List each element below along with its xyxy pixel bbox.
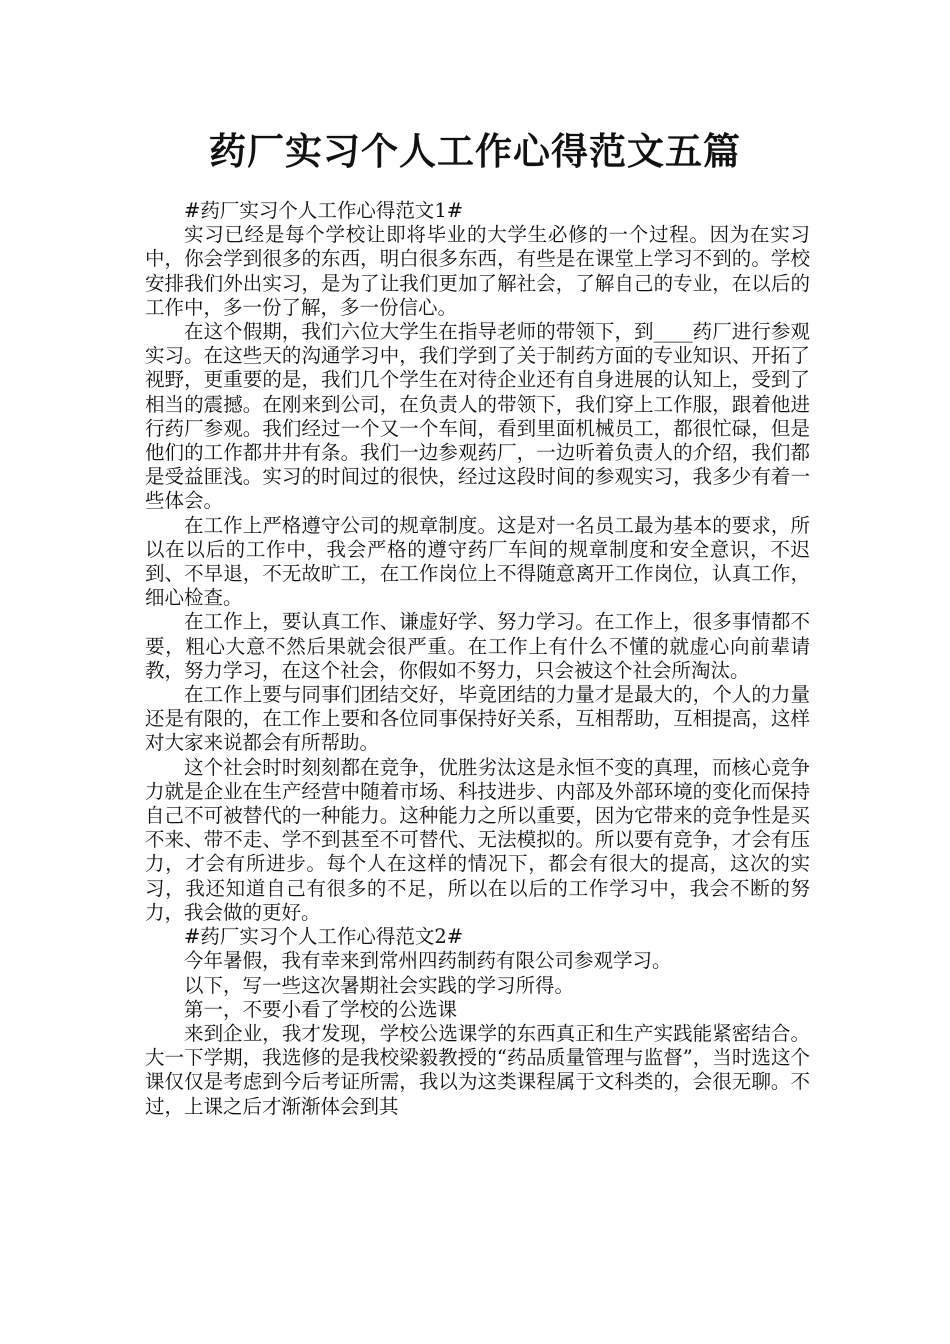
section-heading-1: #药厂实习个人工作心得范文1# — [184, 199, 464, 222]
paragraph: 今年暑假，我有幸来到常州四药制药有限公司参观学习。 — [184, 949, 672, 973]
paragraph: 以下，写一些这次暑期社会实践的学习所得。 — [184, 973, 575, 997]
paragraph: 在这个假期，我们六位大学生在指导老师的带领下，到____药厂进行参观实习。在这些天的沟通学习中，我们学到了关于制药方面的专业知识、开拓了视野，更重要的是，我们几个学生在对待企业还有自身进展的认知上，受到了相当的震撼。在刚来到公司，在负责人的带领下，我们穿上工作服，跟着他进行药厂参观。我们经过一个又一个车间，看到里面机械员工，都很忙碌，但是他们的工作都井井有条。我们一边参观药厂，一边听着负责人的介绍，我们都是受益匪浅。实习的时间过的很快，经过这段时间的参观实习，我多少有着一些体会。 — [145, 320, 810, 513]
paragraph: 在工作上严格遵守公司的规章制度。这是对一名员工最为基本的要求，所以在以后的工作中，我会严格的遵守药厂车间的规章制度和安全意识，不迟到、不早退，不无故旷工，在工作岗位上不得随意离开工作岗位，认真工作，细心检查。 — [145, 513, 810, 610]
document-title: 药厂实习个人工作心得范文五篇 — [209, 129, 741, 173]
section-heading-2: #药厂实习个人工作心得范文2# — [184, 925, 464, 949]
paragraph: 在工作上，要认真工作、谦虚好学、努力学习。在工作上，很多事情都不要，粗心大意不然后果就会很严重。在工作上有什么不懂的就虚心向前辈请教，努力学习，在这个社会，你假如不努力，只会被这个社会所淘汰。 — [145, 610, 810, 682]
document-body — [145, 199, 810, 1119]
paragraph: 实习已经是每个学校让即将毕业的大学生必修的一个过程。因为在实习中，你会学到很多的东西，明白很多东西，有些是在课堂上学习不到的。学校安排我们外出实习，是为了让我们更加了解社会，了解自己的专业，在以后的工作中，多一份了解，多一份信心。 — [145, 223, 810, 319]
paragraph: 第一，不要小看了学校的公选课 — [184, 997, 458, 1021]
paragraph: 在工作上要与同事们团结交好，毕竟团结的力量才是最大的，个人的力量还是有限的，在工作上要和各位同事保持好关系，互相帮助，互相提高，这样对大家来说都会有所帮助。 — [145, 683, 810, 755]
paragraph: 这个社会时时刻刻都在竞争，优胜劣汰这是永恒不变的真理，而核心竞争力就是企业在生产经营中随着市场、科技进步、内部及外部环境的变化而保持自己不可被替代的一种能力。这种能力之所以重要，因为它带来的竞争性是买不来、带不走、学不到甚至不可替代、无法模拟的。所以要有竞争，才会有压力，才会有所进步。每个人在这样的情况下，都会有很大的提高，这次的实习，我还知道自己有很多的不足，所以在以后的工作学习中，我会不断的努力，我会做的更好。 — [145, 755, 810, 924]
paragraph: 来到企业，我才发现，学校公选课学的东西真正和生产实践能紧密结合。大一下学期，我选修的是我校梁毅教授的“药品质量管理与监督”，当时选这个课仅仅是考虑到今后考证所需，我以为这类课程属于文科类的，会很无聊。不过，上课之后才渐渐体会到其 — [145, 1021, 810, 1118]
